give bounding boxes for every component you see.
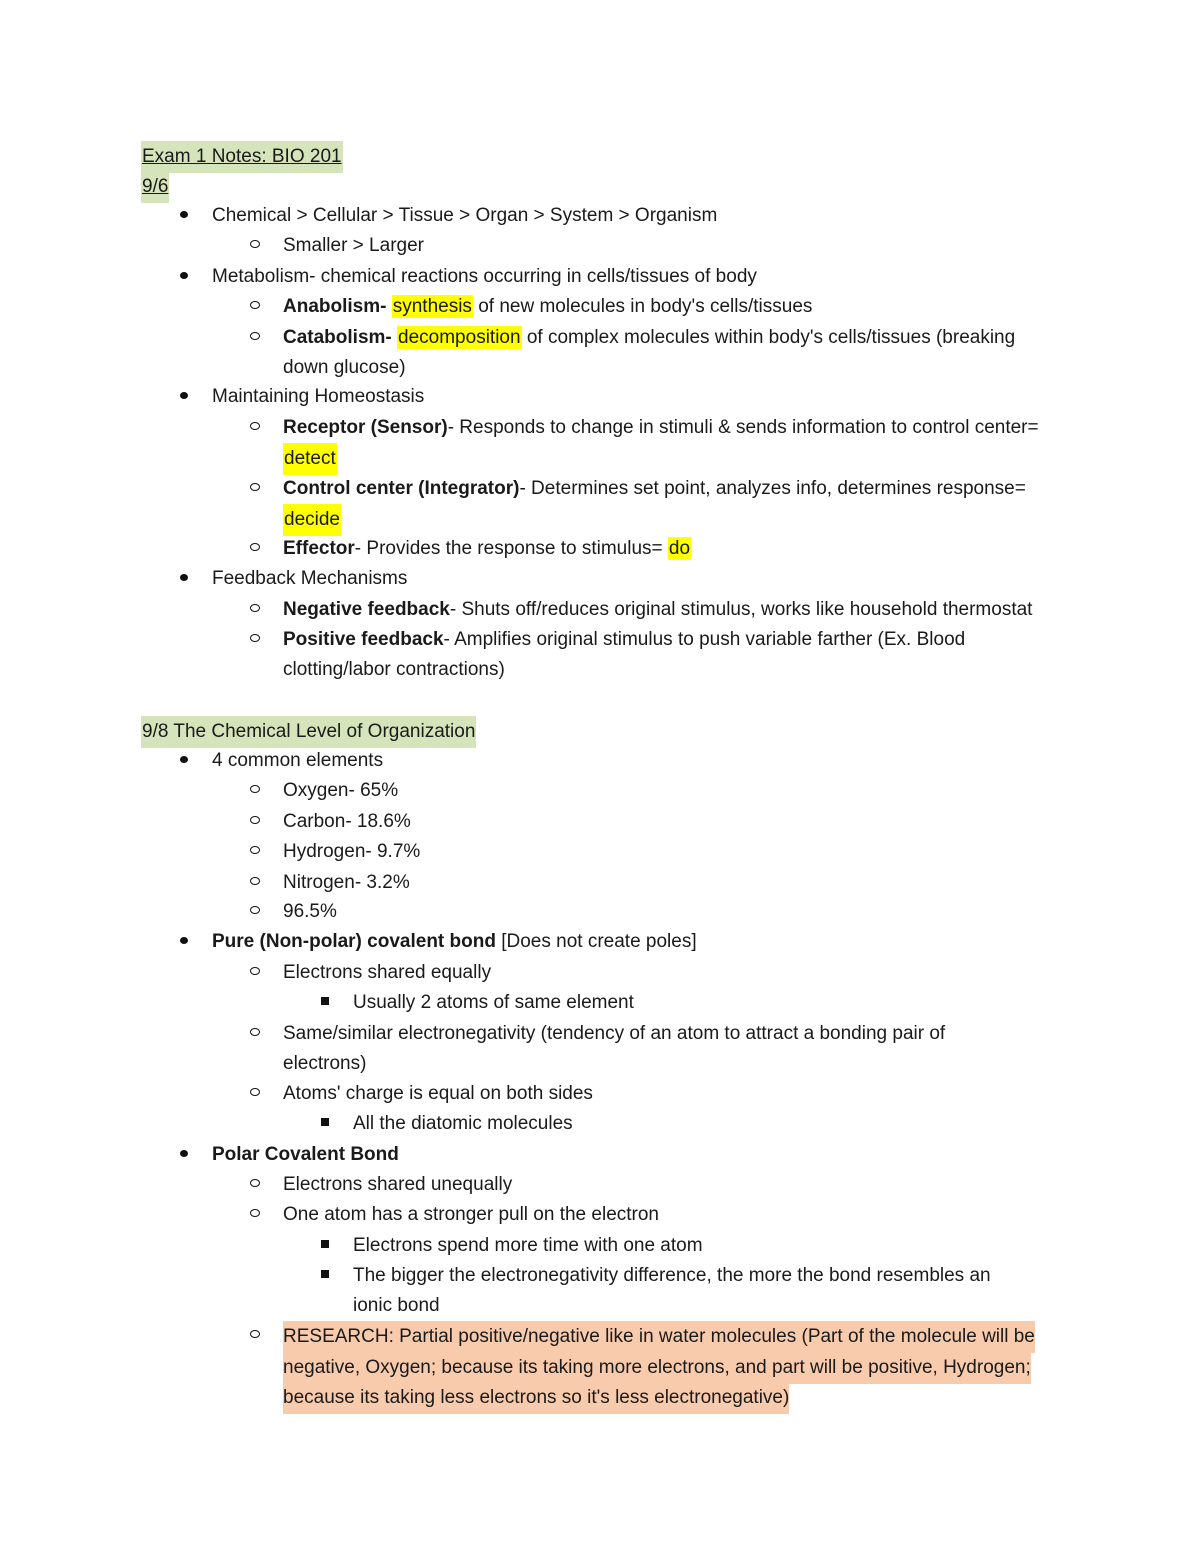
bullet-circle-icon <box>245 868 265 898</box>
list-item-text: Maintaining Homeostasis <box>212 386 425 407</box>
bullet-circle-icon <box>245 837 265 867</box>
text: - Determines set point, analyzes info, determines response= <box>519 478 1026 499</box>
bullet-circle-icon <box>245 292 265 322</box>
text: [Does not create poles] <box>495 931 697 952</box>
bullet-circle-icon <box>245 807 265 837</box>
list-item-text <box>212 1140 399 1170</box>
list-item-text <box>283 534 691 564</box>
research-note: RESEARCH: Partial positive/negative like in water molecules (Part of the molecule will be <box>283 1321 1035 1353</box>
bullet-disc-icon <box>174 564 194 594</box>
list-item-text: Usually 2 atoms of same element <box>353 992 634 1013</box>
list-item-text: Metabolism- chemical reactions occurring in cells/tissues of body <box>212 266 757 287</box>
bullet-circle-icon <box>245 595 265 625</box>
bullet-disc-icon <box>174 1140 194 1170</box>
list-item-text: electrons) <box>283 1053 367 1074</box>
highlight: do <box>668 538 691 559</box>
list-item-text: Atoms' charge is equal on both sides <box>283 1083 593 1104</box>
list-item-text: All the diatomic molecules <box>353 1113 573 1134</box>
text: - Shuts off/reduces original stimulus, works like household thermostat <box>449 599 1033 620</box>
highlight: decomposition <box>398 327 521 348</box>
text: - Amplifies original stimulus to push variable farther (Ex. Blood <box>443 629 966 650</box>
list-item-text: Carbon- 18.6% <box>283 811 411 832</box>
bullet-circle-icon <box>245 1079 265 1109</box>
highlight: detect <box>283 443 337 475</box>
bullet-disc-icon <box>174 201 194 231</box>
list-item-text: Electrons shared unequally <box>283 1174 513 1195</box>
doc-title: Exam 1 Notes: BIO 201 <box>141 141 343 173</box>
list-item-text <box>283 474 1026 504</box>
bullet-circle-icon <box>245 413 265 443</box>
list-item-text <box>283 413 1039 443</box>
term: Polar Covalent Bond <box>212 1144 399 1165</box>
list-item-text: 96.5% <box>283 901 337 922</box>
list-item-text: Hydrogen- 9.7% <box>283 841 421 862</box>
bullet-circle-icon <box>245 474 265 504</box>
list-item-text: Chemical > Cellular > Tissue > Organ > System > Organism <box>212 205 718 226</box>
list-item-text: down glucose) <box>283 357 406 378</box>
bullet-circle-icon <box>245 958 265 988</box>
bullet-square-icon <box>315 1261 335 1291</box>
list-item-text: clotting/labor contractions) <box>283 659 505 680</box>
text: of new molecules in body's cells/tissues <box>478 296 813 317</box>
list-item-text <box>283 292 812 322</box>
term: Effector <box>283 538 355 559</box>
research-note: because its taking less electrons so it's less electronegative) <box>283 1382 789 1414</box>
bullet-circle-icon <box>245 231 265 261</box>
bullet-circle-icon <box>245 1170 265 1200</box>
bullet-circle-icon <box>245 1019 265 1049</box>
bullet-square-icon <box>315 1109 335 1139</box>
bullet-disc-icon <box>174 262 194 292</box>
section-heading: 9/8 The Chemical Level of Organization <box>141 716 476 748</box>
highlight: decide <box>283 504 341 536</box>
date-heading: 9/6 <box>141 171 169 203</box>
bullet-square-icon <box>315 1231 335 1261</box>
list-item-text <box>283 625 965 655</box>
text: - Provides the response to stimulus= <box>354 538 663 559</box>
term: Negative feedback <box>283 599 450 620</box>
bullet-disc-icon <box>174 746 194 776</box>
term: Control center (Integrator) <box>283 478 520 499</box>
bullet-circle-icon <box>245 1321 265 1351</box>
term: Catabolism- <box>283 327 392 348</box>
text: of complex molecules within body's cells/tissues (breaking <box>526 327 1016 348</box>
list-item-text: Smaller > Larger <box>283 235 424 256</box>
bullet-square-icon <box>315 988 335 1018</box>
list-item-text: The bigger the electronegativity difference, the more the bond resembles an <box>353 1265 991 1286</box>
list-item-text: Electrons shared equally <box>283 962 492 983</box>
list-item-text: Same/similar electronegativity (tendency of an atom to attract a bonding pair of <box>283 1023 946 1044</box>
list-item-text <box>283 595 1032 625</box>
bullet-disc-icon <box>174 927 194 957</box>
list-item-text: One atom has a stronger pull on the electron <box>283 1204 660 1225</box>
list-item-text: ionic bond <box>353 1295 440 1316</box>
list-item-text <box>283 323 1015 353</box>
highlight: synthesis <box>392 296 472 317</box>
list-item-text: Oxygen- 65% <box>283 780 399 801</box>
term: Receptor (Sensor) <box>283 417 448 438</box>
list-item-text: Feedback Mechanisms <box>212 568 408 589</box>
term: Anabolism- <box>283 296 387 317</box>
bullet-circle-icon <box>245 897 265 927</box>
list-item-text: 4 common elements <box>212 750 384 771</box>
term: Pure (Non-polar) covalent bond <box>212 931 496 952</box>
bullet-circle-icon <box>245 625 265 655</box>
list-item-text: Electrons spend more time with one atom <box>353 1235 703 1256</box>
bullet-disc-icon <box>174 382 194 412</box>
bullet-circle-icon <box>245 534 265 564</box>
research-note: negative, Oxygen; because its taking more electrons, and part will be positive, Hydrogen; <box>283 1352 1031 1384</box>
term: Positive feedback <box>283 629 444 650</box>
text: - Responds to change in stimuli & sends information to control center= <box>447 417 1039 438</box>
list-item-text: Nitrogen- 3.2% <box>283 872 410 893</box>
list-item-text <box>212 927 697 957</box>
bullet-circle-icon <box>245 1200 265 1230</box>
bullet-circle-icon <box>245 323 265 353</box>
bullet-circle-icon <box>245 776 265 806</box>
